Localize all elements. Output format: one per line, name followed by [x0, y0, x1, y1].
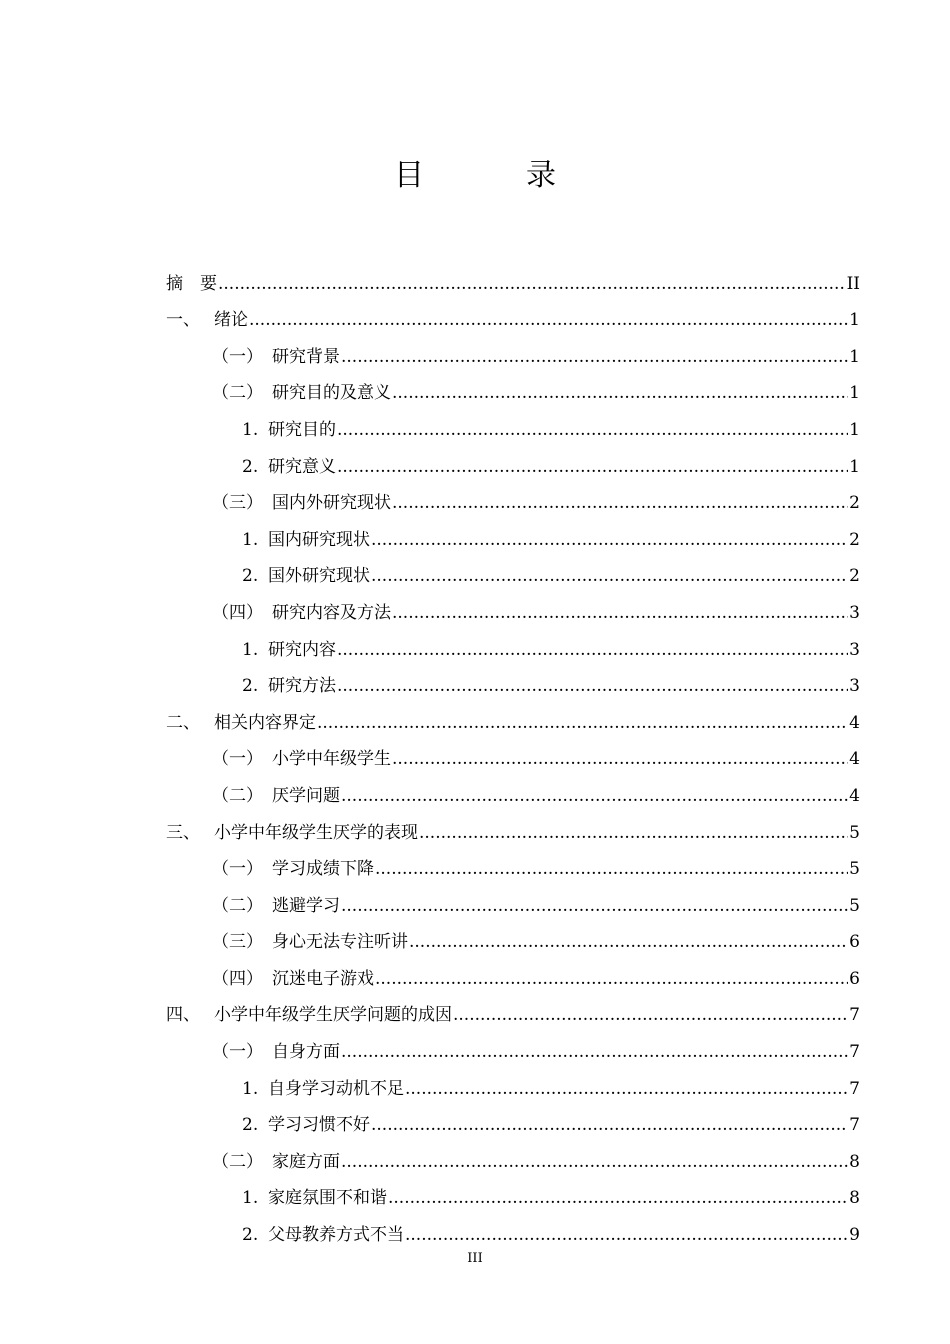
toc-entry[interactable]: [166, 916, 860, 953]
toc-entry-page: 7: [849, 1042, 860, 1063]
toc-entry-number: 1.: [242, 1078, 259, 1099]
toc-entry-page: 7: [849, 1078, 860, 1099]
toc-entry[interactable]: [166, 989, 860, 1026]
toc-entry-label: 自身学习动机不足: [268, 1078, 404, 1099]
toc-leader-dots: [341, 1152, 848, 1172]
toc-entry[interactable]: [166, 513, 860, 550]
toc-entry-page: 1: [849, 310, 860, 331]
toc-entry-label: 小学中年级学生厌学的表现: [214, 822, 418, 843]
toc-entry-label: 研究意义: [268, 456, 336, 477]
toc-entry-number: （一）: [212, 749, 263, 770]
toc-entry-page: 4: [849, 785, 860, 806]
toc-entry-page: 3: [849, 602, 860, 623]
toc-leader-dots: [337, 676, 848, 696]
toc-entry-page: 1: [849, 456, 860, 477]
toc-entry-page: 1: [849, 346, 860, 367]
toc-entry-label: 学习成绩下降: [272, 859, 374, 880]
toc-entry-number: （二）: [212, 383, 263, 404]
toc-entry-label: 绪论: [214, 310, 248, 331]
toc-entry-label: 研究内容: [268, 639, 336, 660]
toc-entry-number: （一）: [212, 346, 263, 367]
toc-entry-page: 1: [849, 419, 860, 440]
toc-entry[interactable]: [166, 806, 860, 843]
toc-entry-label: 研究目的及意义: [272, 383, 391, 404]
toc-entry[interactable]: [166, 1062, 860, 1099]
toc-leader-dots: [375, 969, 848, 989]
toc-leader-dots: [409, 932, 848, 952]
toc-entry-label: 国内外研究现状: [272, 493, 391, 514]
toc-entry[interactable]: [166, 1025, 860, 1062]
toc-entry[interactable]: [166, 477, 860, 514]
toc-entry-label: 研究方法: [268, 676, 336, 697]
toc-entry-number: 摘 要: [166, 273, 217, 294]
toc-entry-number: 2.: [242, 1115, 259, 1136]
toc-entry-number: （四）: [212, 602, 263, 623]
toc-leader-dots: [371, 566, 848, 586]
toc-entry-number: （二）: [212, 1151, 263, 1172]
toc-entry-page: 2: [849, 529, 860, 550]
toc-leader-dots: [392, 383, 848, 403]
page-title: 目 录: [394, 158, 592, 193]
toc-entry-page: 6: [849, 932, 860, 953]
toc-entry[interactable]: [166, 623, 860, 660]
toc-entry-page: 8: [849, 1188, 860, 1209]
toc-entry-number: 1.: [242, 639, 259, 660]
toc-entry[interactable]: [166, 879, 860, 916]
toc-leader-dots: [341, 347, 848, 367]
toc-entry-number: 1.: [242, 1188, 259, 1209]
toc-entry-page: 3: [849, 639, 860, 660]
toc-entry-number: （三）: [212, 493, 263, 514]
toc-entry[interactable]: [166, 1099, 860, 1136]
table-of-contents: [166, 257, 860, 1245]
toc-entry[interactable]: [166, 660, 860, 697]
toc-leader-dots: [371, 530, 848, 550]
toc-leader-dots: [453, 1005, 848, 1025]
toc-leader-dots: [419, 823, 848, 843]
toc-entry[interactable]: [166, 367, 860, 404]
toc-entry-page: 2: [849, 566, 860, 587]
toc-entry[interactable]: [166, 1172, 860, 1209]
toc-entry-page: 9: [849, 1225, 860, 1246]
toc-entry-page: 5: [849, 859, 860, 880]
toc-entry-page: 7: [849, 1115, 860, 1136]
toc-entry[interactable]: [166, 440, 860, 477]
toc-entry-page: 4: [849, 712, 860, 733]
toc-entry[interactable]: [166, 952, 860, 989]
toc-entry-label: 小学中年级学生: [272, 749, 391, 770]
toc-entry-label: 国内研究现状: [268, 529, 370, 550]
toc-leader-dots: [337, 420, 848, 440]
toc-entry-page: 5: [849, 822, 860, 843]
toc-entry-label: 父母教养方式不当: [268, 1225, 404, 1246]
toc-entry-page: II: [846, 273, 860, 294]
toc-leader-dots: [341, 1042, 848, 1062]
toc-entry-label: 国外研究现状: [268, 566, 370, 587]
toc-entry-page: 8: [849, 1151, 860, 1172]
toc-entry-number: 2.: [242, 676, 259, 697]
toc-entry-label: 沉迷电子游戏: [272, 968, 374, 989]
toc-entry-number: （一）: [212, 859, 263, 880]
page-number: III: [467, 1251, 483, 1266]
toc-entry-label: 身心无法专注听讲: [272, 932, 408, 953]
toc-entry-number: （四）: [212, 968, 263, 989]
toc-entry[interactable]: [166, 586, 860, 623]
toc-entry[interactable]: [166, 550, 860, 587]
toc-entry-number: 1.: [242, 529, 259, 550]
toc-leader-dots: [317, 713, 848, 733]
toc-entry-number: 2.: [242, 456, 259, 477]
toc-entry-number: （三）: [212, 932, 263, 953]
toc-entry-number: （二）: [212, 895, 263, 916]
toc-leader-dots: [392, 493, 848, 513]
toc-entry-label: 研究背景: [272, 346, 340, 367]
toc-entry[interactable]: [166, 1135, 860, 1172]
toc-entry[interactable]: [166, 330, 860, 367]
toc-entry-label: 研究内容及方法: [272, 602, 391, 623]
toc-entry-label: 家庭氛围不和谐: [268, 1188, 387, 1209]
toc-entry-label: 自身方面: [272, 1042, 340, 1063]
toc-leader-dots: [388, 1188, 848, 1208]
toc-entry[interactable]: [166, 733, 860, 770]
toc-leader-dots: [392, 749, 848, 769]
toc-entry-number: 四、: [166, 1005, 200, 1026]
toc-entry-label: 家庭方面: [272, 1151, 340, 1172]
toc-entry-number: 三、: [166, 822, 200, 843]
toc-entry-page: 7: [849, 1005, 860, 1026]
toc-entry-number: 一、: [166, 310, 200, 331]
toc-entry-page: 1: [849, 383, 860, 404]
toc-entry[interactable]: [166, 294, 860, 331]
toc-entry-number: 2.: [242, 566, 259, 587]
toc-entry[interactable]: [166, 696, 860, 733]
toc-entry-number: 二、: [166, 712, 200, 733]
toc-leader-dots: [375, 859, 848, 879]
toc-leader-dots: [405, 1079, 848, 1099]
toc-entry-label: 小学中年级学生厌学问题的成因: [214, 1005, 452, 1026]
toc-entry-number: 1.: [242, 419, 259, 440]
toc-entry-page: 5: [849, 895, 860, 916]
toc-leader-dots: [337, 640, 848, 660]
toc-entry[interactable]: [166, 769, 860, 806]
toc-leader-dots: [392, 603, 848, 623]
toc-entry-page: 3: [849, 676, 860, 697]
toc-entry-label: 逃避学习: [272, 895, 340, 916]
toc-leader-dots: [405, 1225, 848, 1245]
toc-entry[interactable]: [166, 1208, 860, 1245]
toc-leader-dots: [218, 274, 846, 294]
toc-entry-number: （二）: [212, 785, 263, 806]
toc-entry-page: 2: [849, 493, 860, 514]
toc-entry-label: 厌学问题: [272, 785, 340, 806]
toc-entry-label: 研究目的: [268, 419, 336, 440]
toc-entry-number: （一）: [212, 1042, 263, 1063]
toc-leader-dots: [341, 896, 848, 916]
toc-entry-page: 4: [849, 749, 860, 770]
toc-entry[interactable]: [166, 403, 860, 440]
toc-entry[interactable]: [166, 843, 860, 880]
toc-entry-label: 相关内容界定: [214, 712, 316, 733]
toc-entry-label: 学习习惯不好: [268, 1115, 370, 1136]
toc-entry-number: 2.: [242, 1225, 259, 1246]
toc-leader-dots: [341, 786, 848, 806]
toc-entry[interactable]: [166, 257, 860, 294]
toc-leader-dots: [337, 457, 848, 477]
toc-entry-page: 6: [849, 968, 860, 989]
toc-leader-dots: [371, 1115, 848, 1135]
toc-leader-dots: [249, 310, 848, 330]
